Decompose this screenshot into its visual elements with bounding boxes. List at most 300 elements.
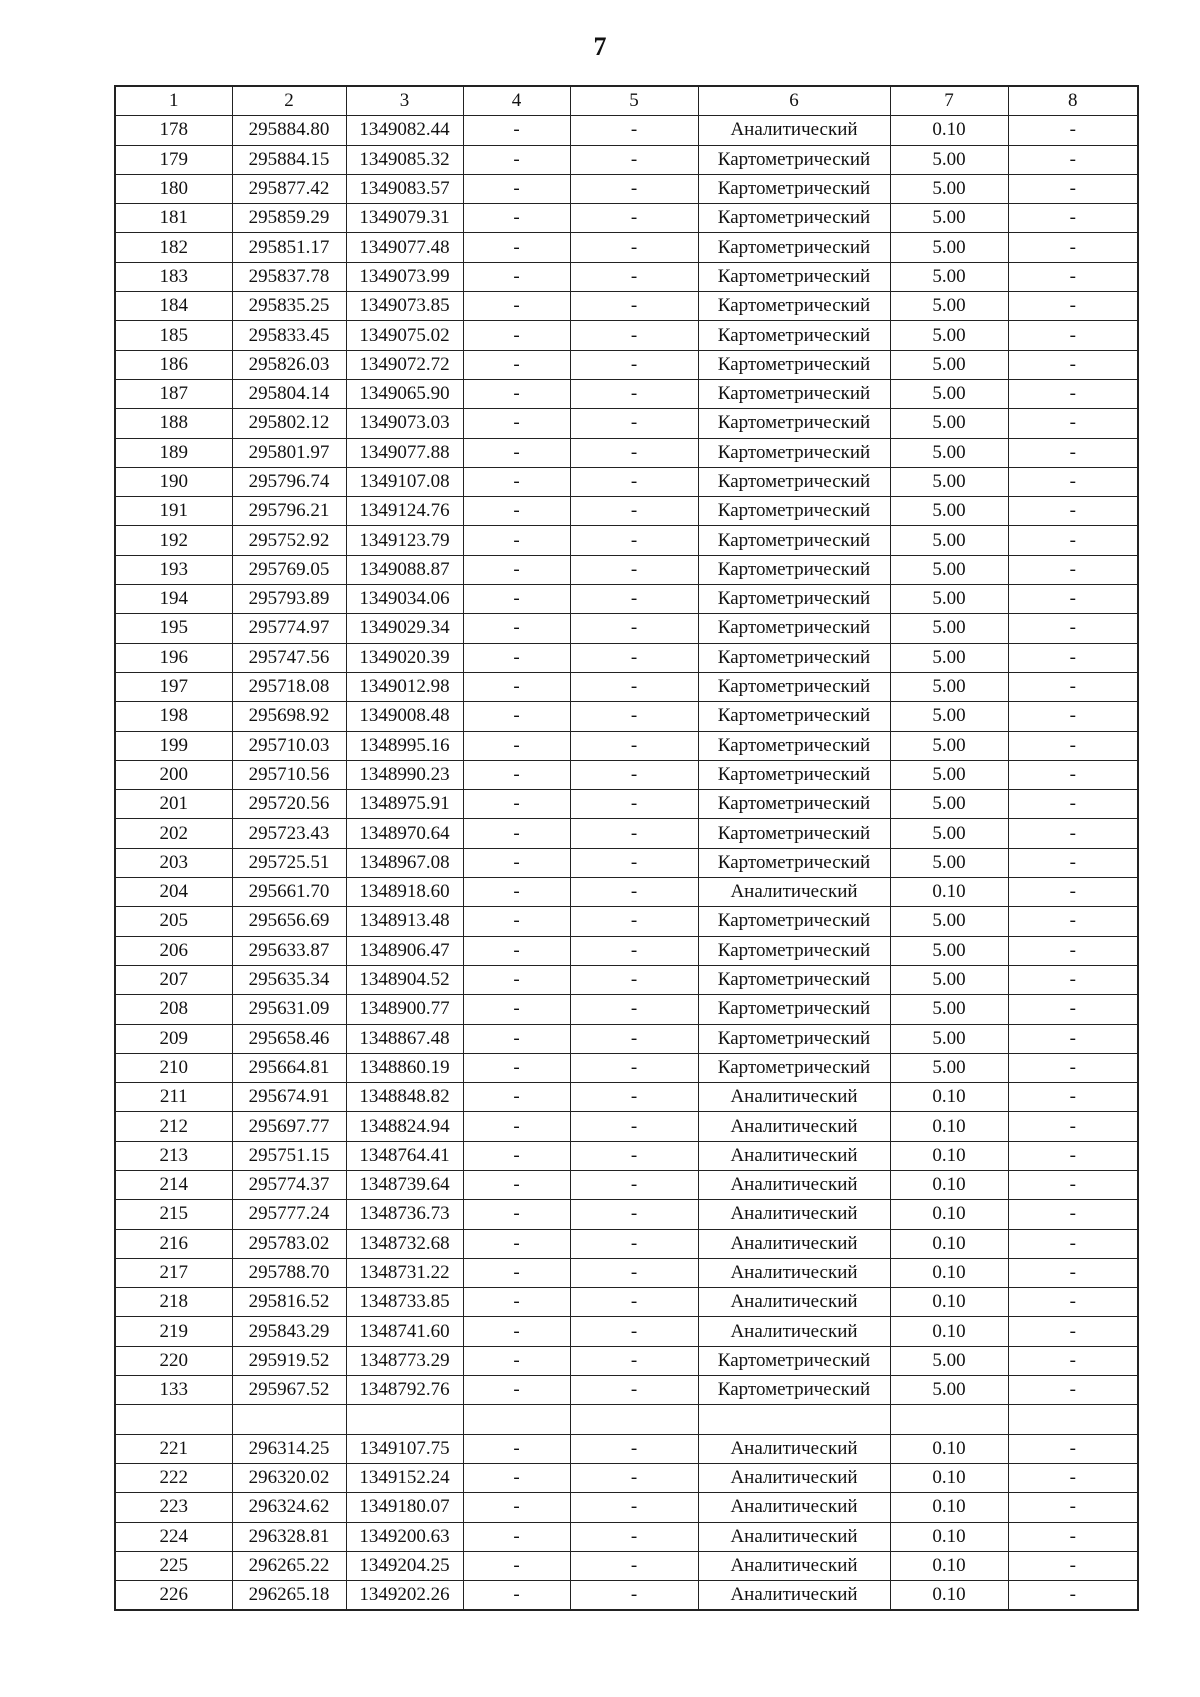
cell-point-number: 215 [115,1200,232,1229]
cell-method: Картометрический [698,848,890,877]
table-row [115,174,1138,203]
table-row [115,1112,1138,1141]
cell-x-coordinate: 296324.62 [232,1493,346,1522]
table-row [115,438,1138,467]
cell-method: Аналитический [698,1288,890,1317]
cell-y-coordinate: 1348824.94 [346,1112,463,1141]
cell-method: Картометрический [698,672,890,701]
cell-x-coordinate: 295747.56 [232,643,346,672]
cell-y-coordinate: 1348900.77 [346,995,463,1024]
cell-column-5-value: - [570,292,698,321]
cell-column-5-value: - [570,526,698,555]
cell-precision: 0.10 [890,1288,1008,1317]
cell-y-coordinate: 1349123.79 [346,526,463,555]
cell-column-8-value: - [1008,204,1138,233]
cell-x-coordinate: 295774.37 [232,1170,346,1199]
cell-column-5-value: - [570,995,698,1024]
cell-x-coordinate: 295710.56 [232,760,346,789]
cell-point-number: 202 [115,819,232,848]
cell-x-coordinate: 295774.97 [232,614,346,643]
cell-x-coordinate: 295783.02 [232,1229,346,1258]
cell-y-coordinate: 1348773.29 [346,1346,463,1375]
cell-column-8-value: - [1008,292,1138,321]
cell-precision: 5.00 [890,467,1008,496]
column-header-3: 3 [346,86,463,116]
cell-column-4-value: - [463,350,570,379]
cell-method: Картометрический [698,204,890,233]
cell-method: Аналитический [698,1200,890,1229]
cell-precision: 5.00 [890,819,1008,848]
cell-column-4-value: - [463,965,570,994]
cell-point-number: 206 [115,936,232,965]
cell-column-4-value: - [463,819,570,848]
cell-point-number: 196 [115,643,232,672]
cell-point-number: 178 [115,116,232,145]
cell-column-4-value: - [463,1258,570,1287]
cell-y-coordinate: 1348739.64 [346,1170,463,1199]
table-row [115,1024,1138,1053]
cell-precision: 5.00 [890,907,1008,936]
cell-column-5-value: - [570,350,698,379]
cell-x-coordinate: 295631.09 [232,995,346,1024]
table-row [115,116,1138,145]
cell-column-5-value: - [570,262,698,291]
cell-precision: 5.00 [890,409,1008,438]
cell-method: Картометрический [698,467,890,496]
cell-y-coordinate: 1348970.64 [346,819,463,848]
cell-y-coordinate: 1349065.90 [346,379,463,408]
cell-y-coordinate: 1348906.47 [346,936,463,965]
cell-precision: 5.00 [890,731,1008,760]
cell-point-number: 214 [115,1170,232,1199]
cell-point-number: 194 [115,585,232,614]
cell-point-number: 191 [115,497,232,526]
cell-column-4-value: - [463,438,570,467]
table-row [115,1229,1138,1258]
cell-y-coordinate: 1348975.91 [346,790,463,819]
cell-column-8-value: - [1008,1053,1138,1082]
cell-column-4-value: - [463,643,570,672]
cell-column-8-value: - [1008,790,1138,819]
cell-precision: 0.10 [890,116,1008,145]
cell-point-number: 186 [115,350,232,379]
cell-precision: 5.00 [890,614,1008,643]
cell-column-4-value: - [463,233,570,262]
cell-precision: 5.00 [890,585,1008,614]
cell-y-coordinate: 1349029.34 [346,614,463,643]
cell-point-number: 212 [115,1112,232,1141]
cell-precision: 5.00 [890,1376,1008,1405]
cell-precision: 0.10 [890,1317,1008,1346]
cell-point-number: 182 [115,233,232,262]
cell-column-5-value: - [570,1551,698,1580]
cell-y-coordinate: 1348995.16 [346,731,463,760]
cell-method: Картометрический [698,233,890,262]
cell-x-coordinate: 295674.91 [232,1083,346,1112]
cell-column-4-value: - [463,790,570,819]
cell-column-5-value: - [570,1170,698,1199]
column-header-1: 1 [115,86,232,116]
cell-x-coordinate: 295698.92 [232,702,346,731]
cell-precision: 5.00 [890,204,1008,233]
cell-precision: 0.10 [890,1551,1008,1580]
cell-method: Аналитический [698,1112,890,1141]
cell-column-5-value: - [570,702,698,731]
cell-column-8-value: - [1008,174,1138,203]
cell-method: Аналитический [698,1258,890,1287]
cell-column-8-value: - [1008,878,1138,907]
cell-point-number: 185 [115,321,232,350]
cell-column-5-value: - [570,936,698,965]
table-row [115,1493,1138,1522]
cell-method: Картометрический [698,1346,890,1375]
table-row [115,1200,1138,1229]
cell-point-number: 198 [115,702,232,731]
cell-point-number: 197 [115,672,232,701]
cell-precision: 0.10 [890,1463,1008,1492]
cell-precision: 5.00 [890,1346,1008,1375]
cell-point-number: 181 [115,204,232,233]
cell-x-coordinate: 295656.69 [232,907,346,936]
table-row [115,379,1138,408]
cell-point-number: 195 [115,614,232,643]
cell-column-4-value: - [463,848,570,877]
cell-point-number: 193 [115,555,232,584]
table-row [115,1463,1138,1492]
cell-x-coordinate: 296328.81 [232,1522,346,1551]
cell-precision: 0.10 [890,1229,1008,1258]
column-header-4: 4 [463,86,570,116]
cell-precision: 5.00 [890,438,1008,467]
cell-column-4-value: - [463,555,570,584]
cell-point-number: 216 [115,1229,232,1258]
cell-precision: 5.00 [890,1024,1008,1053]
table-row [115,321,1138,350]
cell-x-coordinate: 295718.08 [232,672,346,701]
cell-column-4-value: - [463,672,570,701]
cell-column-5-value: - [570,321,698,350]
cell-column-5-value: - [570,1493,698,1522]
cell-precision: 5.00 [890,643,1008,672]
cell-column-8-value: - [1008,731,1138,760]
cell-method [698,1405,890,1434]
cell-x-coordinate: 295796.21 [232,497,346,526]
cell-y-coordinate: 1348741.60 [346,1317,463,1346]
cell-column-8-value: - [1008,1463,1138,1492]
cell-method: Картометрический [698,731,890,760]
cell-y-coordinate: 1349075.02 [346,321,463,350]
cell-method: Аналитический [698,1581,890,1611]
cell-x-coordinate: 295796.74 [232,467,346,496]
cell-point-number: 179 [115,145,232,174]
table-row [115,731,1138,760]
cell-y-coordinate: 1349079.31 [346,204,463,233]
cell-point-number: 203 [115,848,232,877]
cell-column-5-value: - [570,379,698,408]
table-row [115,1405,1138,1434]
cell-method: Аналитический [698,1229,890,1258]
cell-x-coordinate: 296320.02 [232,1463,346,1492]
cell-column-4-value: - [463,1434,570,1463]
table-row [115,643,1138,672]
cell-y-coordinate: 1348792.76 [346,1376,463,1405]
cell-point-number [115,1405,232,1434]
cell-point-number: 205 [115,907,232,936]
cell-precision: 5.00 [890,321,1008,350]
cell-method: Аналитический [698,1083,890,1112]
cell-method: Аналитический [698,1141,890,1170]
cell-point-number: 217 [115,1258,232,1287]
cell-point-number: 213 [115,1141,232,1170]
cell-x-coordinate: 295833.45 [232,321,346,350]
cell-y-coordinate: 1348848.82 [346,1083,463,1112]
cell-column-8-value: - [1008,1200,1138,1229]
cell-precision: 5.00 [890,292,1008,321]
cell-column-4-value: - [463,995,570,1024]
cell-column-8-value: - [1008,965,1138,994]
cell-x-coordinate: 295851.17 [232,233,346,262]
table-row [115,907,1138,936]
cell-column-4-value: - [463,1141,570,1170]
table-row [115,1170,1138,1199]
cell-column-5-value: - [570,438,698,467]
cell-precision: 5.00 [890,965,1008,994]
cell-column-8-value: - [1008,672,1138,701]
cell-column-5-value: - [570,1434,698,1463]
cell-precision: 0.10 [890,1258,1008,1287]
cell-precision: 5.00 [890,379,1008,408]
cell-column-4-value: - [463,1493,570,1522]
cell-x-coordinate: 295723.43 [232,819,346,848]
cell-point-number: 219 [115,1317,232,1346]
cell-column-4-value: - [463,174,570,203]
cell-method: Картометрический [698,145,890,174]
cell-column-4-value: - [463,526,570,555]
cell-x-coordinate: 295769.05 [232,555,346,584]
cell-precision: 5.00 [890,848,1008,877]
cell-point-number: 201 [115,790,232,819]
cell-column-8-value: - [1008,1346,1138,1375]
table-row [115,1288,1138,1317]
cell-y-coordinate: 1348731.22 [346,1258,463,1287]
cell-y-coordinate: 1349107.08 [346,467,463,496]
cell-precision: 5.00 [890,702,1008,731]
cell-column-8-value: - [1008,350,1138,379]
cell-y-coordinate: 1349073.85 [346,292,463,321]
table-row [115,350,1138,379]
cell-precision: 5.00 [890,936,1008,965]
cell-column-8-value: - [1008,233,1138,262]
cell-point-number: 222 [115,1463,232,1492]
column-header-5: 5 [570,86,698,116]
cell-column-4-value: - [463,1522,570,1551]
cell-column-4-value: - [463,702,570,731]
cell-column-4-value: - [463,204,570,233]
cell-y-coordinate: 1349008.48 [346,702,463,731]
cell-point-number: 220 [115,1346,232,1375]
table-row [115,555,1138,584]
coordinates-table [114,85,1139,1611]
cell-precision: 0.10 [890,1434,1008,1463]
table-row [115,1258,1138,1287]
table-row [115,790,1138,819]
cell-column-8-value: - [1008,848,1138,877]
cell-x-coordinate: 295633.87 [232,936,346,965]
cell-column-8-value: - [1008,1141,1138,1170]
cell-precision: 0.10 [890,1493,1008,1522]
cell-y-coordinate: 1349082.44 [346,116,463,145]
cell-column-8-value: - [1008,116,1138,145]
cell-y-coordinate: 1349083.57 [346,174,463,203]
cell-method: Картометрический [698,262,890,291]
cell-column-8-value: - [1008,995,1138,1024]
cell-point-number: 189 [115,438,232,467]
cell-precision: 5.00 [890,233,1008,262]
cell-method: Картометрический [698,497,890,526]
table-row [115,1053,1138,1082]
cell-method: Картометрический [698,1024,890,1053]
cell-column-5-value: - [570,1200,698,1229]
cell-column-4-value [463,1405,570,1434]
cell-point-number: 221 [115,1434,232,1463]
column-header-7: 7 [890,86,1008,116]
cell-x-coordinate: 295664.81 [232,1053,346,1082]
cell-x-coordinate: 295751.15 [232,1141,346,1170]
cell-y-coordinate: 1348732.68 [346,1229,463,1258]
cell-method: Картометрический [698,936,890,965]
cell-point-number: 199 [115,731,232,760]
cell-column-5-value: - [570,204,698,233]
cell-column-4-value: - [463,292,570,321]
cell-x-coordinate: 295816.52 [232,1288,346,1317]
table-row [115,262,1138,291]
cell-method: Аналитический [698,1317,890,1346]
table-row [115,233,1138,262]
cell-column-8-value: - [1008,438,1138,467]
cell-precision: 0.10 [890,1170,1008,1199]
cell-point-number: 204 [115,878,232,907]
cell-x-coordinate [232,1405,346,1434]
cell-column-5-value: - [570,878,698,907]
cell-precision: 5.00 [890,145,1008,174]
cell-column-4-value: - [463,321,570,350]
cell-column-5-value: - [570,819,698,848]
cell-column-5-value: - [570,1258,698,1287]
cell-method: Аналитический [698,1170,890,1199]
table-row [115,672,1138,701]
cell-x-coordinate: 295752.92 [232,526,346,555]
cell-y-coordinate: 1349020.39 [346,643,463,672]
cell-column-4-value: - [463,936,570,965]
cell-column-4-value: - [463,1463,570,1492]
cell-y-coordinate: 1349088.87 [346,555,463,584]
cell-column-8-value: - [1008,614,1138,643]
cell-column-8-value: - [1008,321,1138,350]
table-row [115,467,1138,496]
cell-method: Аналитический [698,116,890,145]
cell-point-number: 224 [115,1522,232,1551]
cell-column-8-value: - [1008,1229,1138,1258]
cell-x-coordinate: 295658.46 [232,1024,346,1053]
cell-column-5-value: - [570,965,698,994]
cell-method: Картометрический [698,1053,890,1082]
cell-x-coordinate: 296314.25 [232,1434,346,1463]
cell-x-coordinate: 295843.29 [232,1317,346,1346]
cell-y-coordinate: 1349152.24 [346,1463,463,1492]
cell-y-coordinate: 1348918.60 [346,878,463,907]
cell-column-4-value: - [463,1551,570,1580]
cell-precision: 5.00 [890,350,1008,379]
table-row [115,1317,1138,1346]
cell-point-number: 218 [115,1288,232,1317]
cell-x-coordinate: 295777.24 [232,1200,346,1229]
cell-column-4-value: - [463,262,570,291]
cell-x-coordinate: 295884.80 [232,116,346,145]
cell-x-coordinate: 296265.18 [232,1581,346,1611]
table-row [115,526,1138,555]
cell-method: Аналитический [698,1522,890,1551]
table-row [115,614,1138,643]
cell-method: Картометрический [698,526,890,555]
cell-column-5-value: - [570,1463,698,1492]
cell-column-8-value: - [1008,497,1138,526]
cell-column-8-value: - [1008,145,1138,174]
cell-method: Картометрический [698,819,890,848]
cell-precision: 5.00 [890,497,1008,526]
cell-precision: 0.10 [890,1112,1008,1141]
cell-method: Картометрический [698,585,890,614]
cell-x-coordinate: 295661.70 [232,878,346,907]
column-header-6: 6 [698,86,890,116]
table-row [115,409,1138,438]
cell-column-4-value: - [463,1024,570,1053]
cell-column-5-value: - [570,409,698,438]
cell-y-coordinate: 1349202.26 [346,1581,463,1611]
table-row [115,145,1138,174]
cell-y-coordinate: 1348736.73 [346,1200,463,1229]
cell-method: Картометрический [698,643,890,672]
table-row [115,1376,1138,1405]
cell-column-5-value: - [570,1376,698,1405]
cell-column-4-value: - [463,585,570,614]
cell-column-4-value: - [463,379,570,408]
cell-column-8-value: - [1008,936,1138,965]
cell-point-number: 187 [115,379,232,408]
cell-column-8-value: - [1008,819,1138,848]
cell-column-8-value: - [1008,1376,1138,1405]
cell-y-coordinate: 1349180.07 [346,1493,463,1522]
cell-precision: 5.00 [890,174,1008,203]
cell-column-5-value: - [570,467,698,496]
cell-point-number: 200 [115,760,232,789]
cell-column-8-value: - [1008,1522,1138,1551]
cell-point-number: 192 [115,526,232,555]
cell-x-coordinate: 295804.14 [232,379,346,408]
table-row [115,1551,1138,1580]
cell-column-4-value: - [463,1376,570,1405]
cell-method: Картометрический [698,174,890,203]
cell-column-4-value: - [463,1083,570,1112]
cell-column-8-value: - [1008,555,1138,584]
cell-column-5-value: - [570,1141,698,1170]
table-row [115,497,1138,526]
table-row [115,995,1138,1024]
cell-y-coordinate: 1349077.88 [346,438,463,467]
cell-precision: 5.00 [890,555,1008,584]
cell-column-8-value: - [1008,1551,1138,1580]
cell-point-number: 133 [115,1376,232,1405]
cell-point-number: 183 [115,262,232,291]
